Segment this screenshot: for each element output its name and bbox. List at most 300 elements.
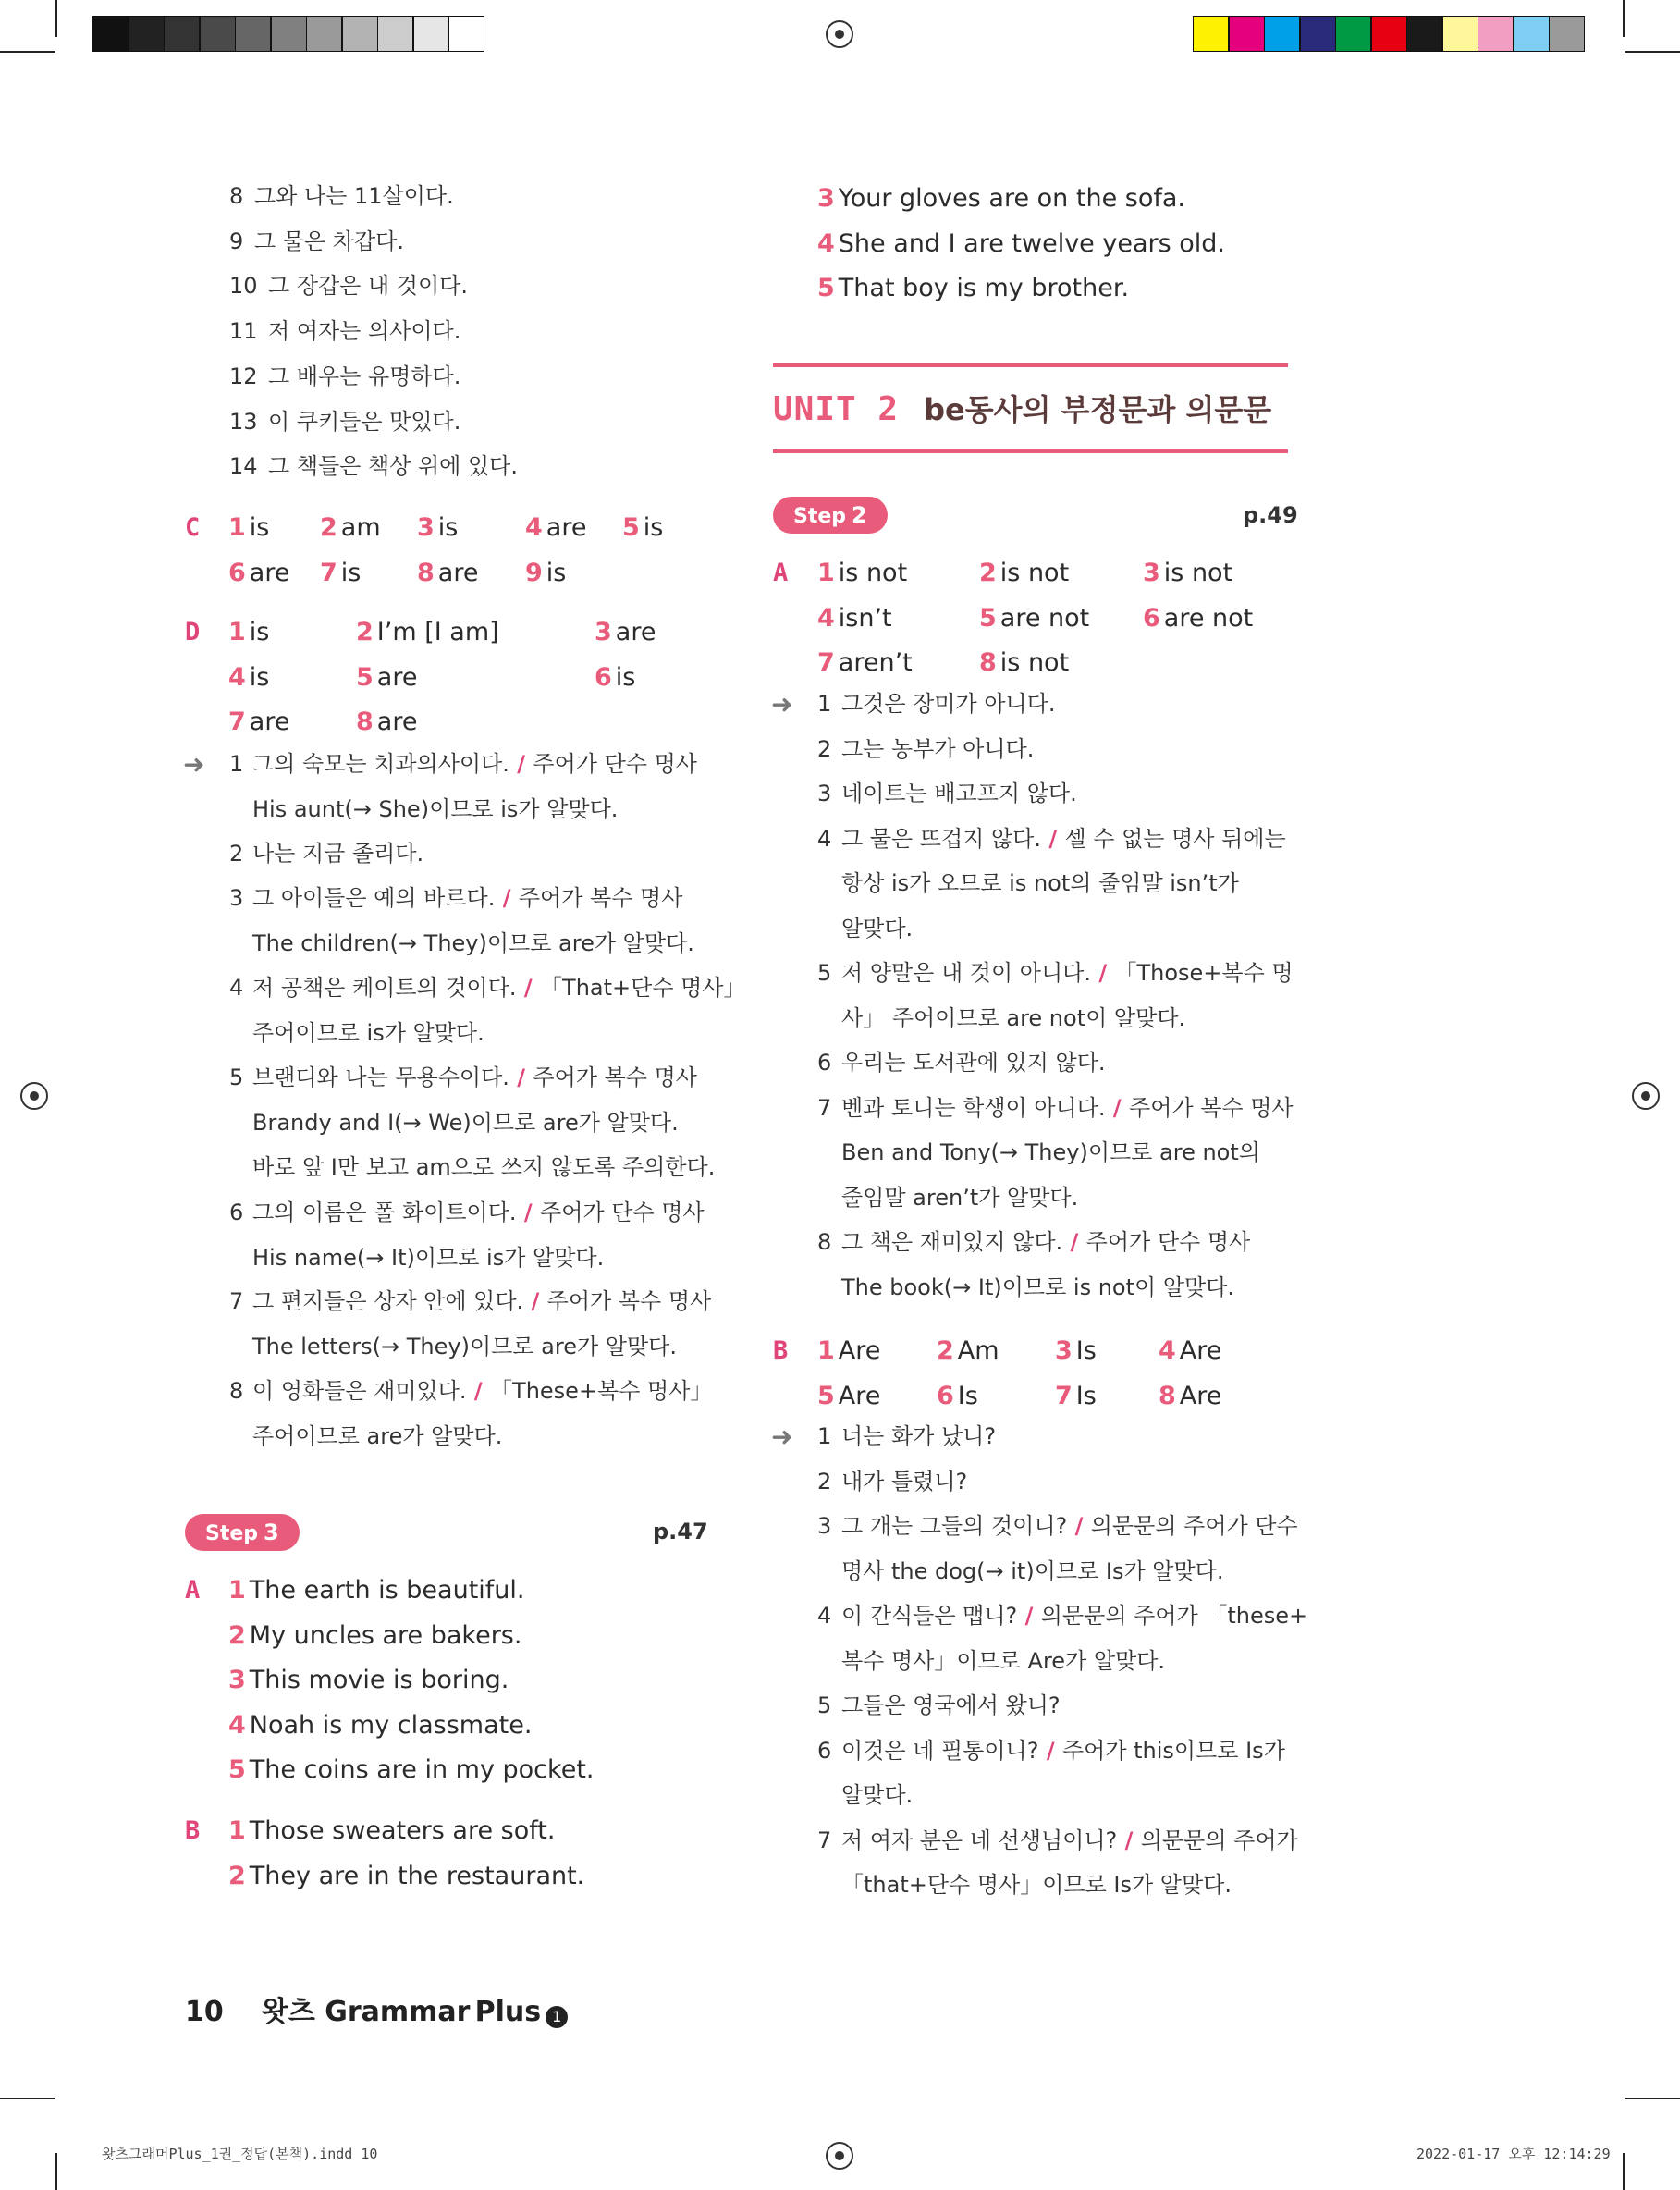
answer-text: Is: [1075, 1336, 1097, 1365]
grammar-note: 셀 수 없는 명사 뒤에는: [1064, 825, 1286, 852]
item-number: 6: [229, 1200, 244, 1225]
unit-label: UNIT 2: [773, 390, 900, 428]
answer-item: [228, 616, 269, 649]
slash-separator: /: [1067, 1513, 1091, 1539]
answer-item: [817, 1335, 880, 1368]
slash-separator: /: [1017, 1603, 1041, 1629]
item-number: 12: [229, 363, 258, 389]
explanation-line: His aunt(→ She)이므로 is가 알맞다.: [252, 795, 619, 822]
answer-item: [228, 1574, 524, 1607]
korean-translation: 그의 숙모는 치과의사이다.: [252, 751, 509, 777]
gray-swatch: [448, 16, 484, 52]
section-label: C: [185, 513, 201, 542]
explanation-line: 주어이므로 is가 알맞다.: [252, 1019, 484, 1046]
answer-text: Is: [1075, 1381, 1097, 1410]
item-number: 4: [229, 975, 244, 1001]
answer-item: [1143, 602, 1253, 635]
answer-item: [228, 1664, 509, 1697]
item-number: 2: [817, 1468, 832, 1495]
explanation-line: [252, 973, 746, 1003]
answer-item: [817, 557, 907, 590]
explanation-line: [252, 1286, 711, 1316]
answer-item: [356, 706, 417, 739]
korean-translation: 이 영화들은 재미있다.: [252, 1378, 467, 1404]
korean-translation: 그 개는 그들의 것이니?: [841, 1513, 1068, 1539]
korean-translation: 그의 이름은 폴 화이트이다.: [252, 1200, 517, 1225]
explanation-line: [841, 1421, 996, 1451]
step2-badge: Step 2: [773, 497, 888, 534]
page-number: 10: [185, 1996, 224, 2028]
answer-item: [1159, 1380, 1221, 1413]
grammar-note: 주어가 this이므로 Is가: [1061, 1737, 1285, 1764]
arrow-icon: ➜: [771, 1421, 793, 1452]
color-swatch: [1371, 16, 1407, 52]
korean-translation: 그 편지들은 상자 안에 있다.: [252, 1288, 524, 1314]
grammar-note: 의문문의 주어가 「these+: [1040, 1603, 1308, 1629]
answer-sentence: She and I are twelve years old.: [838, 228, 1225, 258]
korean-translation: 그들은 영국에서 왔니?: [841, 1692, 1061, 1718]
item-number: 3: [817, 781, 832, 806]
item-number: 11: [229, 318, 258, 345]
unit-heading: [773, 387, 1271, 429]
answer-text: is: [615, 662, 636, 692]
explanation-line: [252, 839, 423, 868]
korean-translation: 내가 틀렸니?: [841, 1468, 968, 1495]
grammar-note: 의문문의 주어가: [1140, 1827, 1298, 1853]
korean-translation: 그 물은 뜨겁지 않다.: [841, 825, 1041, 852]
crop-mark: [1625, 51, 1680, 53]
answer-number: 7: [228, 707, 246, 736]
answer-number: 1: [228, 1816, 246, 1845]
answer-text: is not: [1163, 559, 1233, 587]
registration-mark-icon: [826, 2142, 853, 2170]
gray-swatch: [235, 16, 271, 52]
explanation-line: 「that+단수 명사」이므로 Is가 알맞다.: [841, 1872, 1232, 1898]
step2-page-ref: p.49: [1243, 502, 1298, 528]
korean-translation: 그 아이들은 예의 바르다.: [252, 885, 496, 911]
item-number: 9: [229, 228, 244, 254]
item-number: 5: [817, 960, 832, 986]
grammar-note: 주어가 단수 명사: [540, 1200, 705, 1225]
answer-number: 7: [1055, 1381, 1073, 1410]
answer-item: [320, 511, 381, 545]
answer-number: 1: [817, 1336, 835, 1365]
answer-number: 1: [228, 513, 246, 542]
step3-page-ref: p.47: [653, 1519, 708, 1544]
explanation-line: His name(→ It)이므로 is가 알맞다.: [252, 1244, 605, 1271]
slash-separator: /: [1062, 1229, 1086, 1255]
korean-translation: 이 간식들은 맵니?: [841, 1603, 1018, 1629]
answer-item: [595, 616, 656, 649]
korean-translation: 나는 지금 졸리다.: [252, 841, 424, 867]
item-number: 6: [817, 1050, 832, 1076]
section-label: B: [185, 1816, 201, 1845]
color-swatch: [1300, 16, 1336, 52]
slash-separator: /: [1105, 1094, 1130, 1121]
item-number: 10: [229, 273, 258, 300]
answer-number: 3: [817, 184, 835, 213]
korean-translation: 이것은 네 필통이니?: [841, 1737, 1039, 1764]
grammar-note: 「These+복수 명사」: [490, 1378, 713, 1404]
answer-item: [937, 1380, 978, 1413]
item-number: 3: [229, 885, 244, 911]
gray-swatch: [413, 16, 449, 52]
answer-number: 6: [1143, 603, 1160, 633]
korean-translation: 저 양말은 내 것이 아니다.: [841, 960, 1091, 986]
arrow-icon: ➜: [771, 689, 793, 720]
color-swatch: [1193, 16, 1229, 52]
answer-item: [356, 661, 417, 695]
answer-number: 2: [228, 1620, 246, 1650]
color-swatch: [1442, 16, 1478, 52]
item-number: 13: [229, 408, 258, 435]
answer-number: 5: [622, 513, 640, 542]
gray-swatch: [200, 16, 236, 52]
gray-swatch: [377, 16, 413, 52]
answer-text: is not: [838, 559, 908, 587]
answer-number: 4: [228, 662, 246, 692]
answer-text: are: [249, 558, 290, 587]
gray-swatch: [306, 16, 342, 52]
crop-mark: [1625, 2098, 1680, 2099]
answer-text: Are: [838, 1336, 881, 1365]
answer-text: Are: [1179, 1336, 1222, 1365]
explanation-line: 알맞다.: [841, 915, 914, 941]
item-number: 14: [229, 453, 258, 480]
slug-date: 2022-01-17 오후 12:14:29: [1416, 2146, 1611, 2162]
answer-text: are: [546, 513, 587, 542]
grammar-note: 주어가 단수 명사: [1085, 1229, 1251, 1255]
answer-text: is: [546, 558, 567, 587]
color-swatch: [1478, 16, 1514, 52]
answer-number: 6: [937, 1381, 954, 1410]
answer-item: [979, 602, 1089, 635]
korean-translation: 그는 농부가 아니다.: [841, 735, 1035, 762]
answer-item: [979, 557, 1069, 590]
answer-number: 9: [525, 558, 543, 587]
explanation-line: [252, 1063, 697, 1092]
korean-translation: 그것은 장미가 아니다.: [841, 691, 1056, 717]
book-title-plus: Plus: [474, 1996, 542, 2028]
explanation-line: The children(→ They)이므로 are가 알맞다.: [252, 929, 694, 956]
explanation-line: [252, 749, 697, 779]
answer-number: 8: [356, 707, 374, 736]
gray-swatch: [92, 16, 129, 52]
slash-separator: /: [466, 1378, 491, 1404]
answer-text: Are: [838, 1381, 881, 1410]
answer-text: is: [340, 558, 362, 587]
answer-text: are: [437, 558, 479, 587]
answer-number: 4: [1159, 1336, 1176, 1365]
answer-sentence: The coins are in my pocket.: [249, 1755, 595, 1784]
korean-translation: 저 여자 분은 네 선생님이니?: [841, 1827, 1118, 1853]
answer-sentence: That boy is my brother.: [838, 274, 1130, 302]
item-number: 4: [817, 825, 832, 852]
slash-separator: /: [523, 1288, 547, 1314]
answer-number: 8: [1159, 1381, 1176, 1410]
color-swatch: [1229, 16, 1265, 52]
answer-item: [228, 1709, 532, 1742]
answer-text: are not: [1163, 603, 1254, 633]
korean-sentence: 저 여자는 의사이다.: [268, 318, 461, 345]
color-swatch: [1549, 16, 1585, 52]
explanation-line: Ben and Tony(→ They)이므로 are not의: [841, 1139, 1260, 1165]
answer-item: [817, 228, 1225, 261]
grammar-note: 「Those+복수 명: [1114, 960, 1294, 986]
slash-separator: /: [1041, 825, 1065, 852]
explanation-line: 항상 is가 오므로 is not의 줄임말 isn’t가: [841, 870, 1239, 896]
answer-item: [937, 1335, 999, 1368]
item-number: 1: [817, 1423, 832, 1449]
answer-text: is: [249, 513, 270, 542]
answer-text: are not: [999, 603, 1090, 633]
korean-sentence: 그 배우는 유명하다.: [268, 363, 461, 389]
item-number: 8: [229, 1378, 244, 1404]
explanation-line: 명사 the dog(→ it)이므로 Is가 알맞다.: [841, 1557, 1224, 1584]
answer-item: [228, 511, 269, 545]
answer-number: 4: [525, 513, 543, 542]
slash-separator: /: [509, 1064, 533, 1090]
answer-text: is: [249, 618, 270, 646]
answer-number: 2: [356, 618, 374, 646]
explanation-line: [841, 734, 1034, 764]
answer-item: [622, 511, 663, 545]
answer-text: is not: [999, 648, 1070, 677]
answer-item: [228, 1860, 584, 1893]
answer-text: Is: [957, 1381, 978, 1410]
korean-translation: 우리는 도서관에 있지 않다.: [841, 1050, 1106, 1076]
answer-number: 3: [1055, 1336, 1073, 1365]
korean-sentence: 이 쿠키들은 맛있다.: [268, 408, 461, 435]
item-number: 4: [817, 1603, 832, 1629]
explanation-line: [841, 689, 1056, 719]
answer-sentence: They are in the restaurant.: [249, 1861, 585, 1890]
explanation-line: [252, 1198, 705, 1227]
explanation-line: [841, 1736, 1285, 1766]
answer-number: 2: [979, 559, 997, 587]
color-swatch: [1406, 16, 1442, 52]
answer-number: 7: [817, 648, 835, 677]
item-number: 6: [817, 1737, 832, 1764]
explanation-line: 주어이므로 are가 알맞다.: [252, 1422, 503, 1449]
answer-item: [595, 661, 635, 695]
explanation-line: [841, 1691, 1061, 1720]
item-number: 7: [817, 1094, 832, 1121]
answer-sentence: Your gloves are on the sofa.: [838, 184, 1185, 213]
gray-swatch: [164, 16, 200, 52]
explanation-line: [841, 1048, 1106, 1077]
color-swatch: [1264, 16, 1300, 52]
crop-mark: [55, 0, 57, 37]
answer-item: [525, 511, 586, 545]
registration-mark-icon: [20, 1082, 48, 1110]
slash-separator: /: [509, 751, 533, 777]
answer-text: is: [437, 513, 459, 542]
item-number: 2: [817, 735, 832, 762]
grammar-note: 주어가 복수 명사: [533, 1064, 697, 1090]
crop-mark: [0, 51, 55, 53]
answer-number: 5: [817, 274, 835, 302]
grammar-note: 주어가 복수 명사: [518, 885, 683, 911]
explanation-line: [841, 1227, 1250, 1257]
item-number: 3: [817, 1513, 832, 1539]
answer-item: [228, 661, 269, 695]
korean-translation: 벤과 토니는 학생이 아니다.: [841, 1094, 1106, 1121]
answer-item: [356, 616, 499, 649]
answer-sentence: The earth is beautiful.: [249, 1576, 525, 1605]
arrow-icon: ➜: [183, 749, 205, 780]
step3-badge: Step 3: [185, 1514, 300, 1551]
section-label: D: [185, 618, 201, 646]
answer-item: [1055, 1380, 1097, 1413]
answer-text: Are: [1179, 1381, 1222, 1410]
answer-sentence: My uncles are bakers.: [249, 1620, 522, 1650]
answer-number: 5: [228, 1755, 246, 1784]
answer-number: 2: [320, 513, 337, 542]
korean-sentence: 그 책들은 책상 위에 있다.: [268, 453, 518, 480]
grammar-note: 의문문의 주어가 단수: [1090, 1513, 1298, 1539]
item-number: 1: [817, 691, 832, 717]
answer-number: 8: [979, 648, 997, 677]
section-label: B: [773, 1336, 789, 1365]
korean-translation: 브랜디와 나는 무용수이다.: [252, 1064, 509, 1090]
crop-mark: [0, 2098, 55, 2099]
answer-number: 4: [817, 228, 835, 258]
answer-text: aren’t: [838, 648, 913, 677]
slash-separator: /: [516, 975, 541, 1001]
korean-sentence: 그 물은 차갑다.: [254, 228, 404, 254]
korean-translation: 너는 화가 났니?: [841, 1423, 997, 1449]
slash-separator: /: [1038, 1737, 1062, 1764]
explanation-line: 알맞다.: [841, 1782, 914, 1808]
answer-item: [228, 557, 289, 590]
unit-title: be동사의 부정문과 의문문: [924, 392, 1272, 427]
korean-translation: 네이트는 배고프지 않다.: [841, 781, 1077, 806]
explanation-line: 사」 주어이므로 are not이 알맞다.: [841, 1004, 1186, 1031]
item-number: 8: [229, 183, 244, 209]
slash-separator: /: [1090, 960, 1115, 986]
answer-item: [979, 646, 1069, 680]
answer-item: [817, 182, 1185, 215]
item-number: 5: [817, 1692, 832, 1718]
book-title: 왓츠 Grammar: [261, 1996, 471, 2028]
answer-sentence: Noah is my classmate.: [249, 1710, 533, 1740]
item-number: 5: [229, 1064, 244, 1090]
color-swatch: [1335, 16, 1371, 52]
answer-number: 3: [417, 513, 435, 542]
answer-item: [1159, 1335, 1221, 1368]
answer-item: [1055, 1335, 1097, 1368]
explanation-line: [252, 883, 682, 913]
answer-sentence: Those sweaters are soft.: [249, 1816, 556, 1845]
answer-item: [817, 602, 892, 635]
answer-number: 6: [228, 558, 246, 587]
registration-mark-icon: [826, 20, 853, 48]
slash-separator: /: [495, 885, 519, 911]
korean-translation: 그 책은 재미있지 않다.: [841, 1229, 1063, 1255]
answer-item: [817, 646, 913, 680]
slug-filename: 왓츠그래머Plus_1권_정답(본책).indd 10: [102, 2146, 378, 2162]
section-label: A: [185, 1576, 201, 1605]
korean-sentence: 그 장갑은 내 것이다.: [268, 273, 468, 300]
section-label: A: [773, 559, 789, 587]
answer-text: Am: [957, 1336, 999, 1365]
item-number: 7: [817, 1827, 832, 1853]
answer-item: [228, 1815, 555, 1848]
answer-text: is: [249, 662, 270, 692]
answer-number: 1: [228, 618, 246, 646]
answer-item: [228, 706, 289, 739]
color-swatch: [1514, 16, 1550, 52]
explanation-line: [841, 1511, 1298, 1541]
korean-translation: 저 공책은 케이트의 것이다.: [252, 975, 517, 1001]
explanation-line: [841, 779, 1077, 808]
answer-text: are: [376, 707, 418, 736]
item-number: 1: [229, 751, 244, 777]
grammar-note: 주어가 복수 명사: [546, 1288, 712, 1314]
answer-text: are: [615, 618, 656, 646]
crop-mark: [1623, 0, 1625, 37]
explanation-line: [841, 1093, 1294, 1123]
gray-swatch: [271, 16, 307, 52]
answer-number: 4: [817, 603, 835, 633]
volume-badge: 1: [546, 2006, 568, 2028]
gray-swatch: [129, 16, 165, 52]
grammar-note: 「That+단수 명사」: [540, 975, 746, 1001]
item-number: 8: [817, 1229, 832, 1255]
answer-number: 1: [228, 1576, 246, 1605]
answer-text: am: [340, 513, 381, 542]
explanation-line: [841, 958, 1294, 988]
answer-number: 5: [979, 603, 997, 633]
explanation-line: The letters(→ They)이므로 are가 알맞다.: [252, 1333, 677, 1360]
answer-item: [228, 1753, 594, 1787]
answer-item: [320, 557, 361, 590]
page-footer: [185, 1988, 568, 2029]
answer-number: 4: [228, 1710, 246, 1740]
answer-number: 8: [417, 558, 435, 587]
crop-mark: [55, 2153, 57, 2190]
answer-item: [417, 557, 478, 590]
explanation-line: [841, 1601, 1307, 1630]
answer-item: [417, 511, 458, 545]
answer-number: 2: [228, 1861, 246, 1890]
answer-number: 3: [228, 1666, 246, 1694]
explanation-line: [841, 1467, 967, 1496]
answer-number: 5: [817, 1381, 835, 1410]
answer-item: [1143, 557, 1232, 590]
answer-item: [817, 1380, 880, 1413]
explanation-line: Brandy and I(→ We)이므로 are가 알맞다.: [252, 1109, 679, 1136]
item-number: 7: [229, 1288, 244, 1314]
explanation-line: 줄임말 aren’t가 알맞다.: [841, 1184, 1079, 1211]
answer-text: is not: [999, 559, 1070, 587]
item-number: 2: [229, 841, 244, 867]
korean-sentence: 그와 나는 11살이다.: [254, 183, 454, 209]
explanation-line: [841, 1826, 1298, 1855]
crop-mark: [1623, 2153, 1625, 2190]
explanation-line: The book(→ It)이므로 is not이 알맞다.: [841, 1273, 1234, 1300]
answer-text: I’m [I am]: [376, 618, 499, 646]
unit-divider-top: [773, 363, 1288, 367]
answer-number: 5: [356, 662, 374, 692]
explanation-line: [841, 824, 1286, 854]
answer-number: 2: [937, 1336, 954, 1365]
answer-text: are: [249, 707, 290, 736]
gray-swatch: [342, 16, 378, 52]
answer-number: 7: [320, 558, 337, 587]
explanation-line: 바로 앞 I만 보고 am으로 쓰지 않도록 주의한다.: [252, 1154, 716, 1180]
